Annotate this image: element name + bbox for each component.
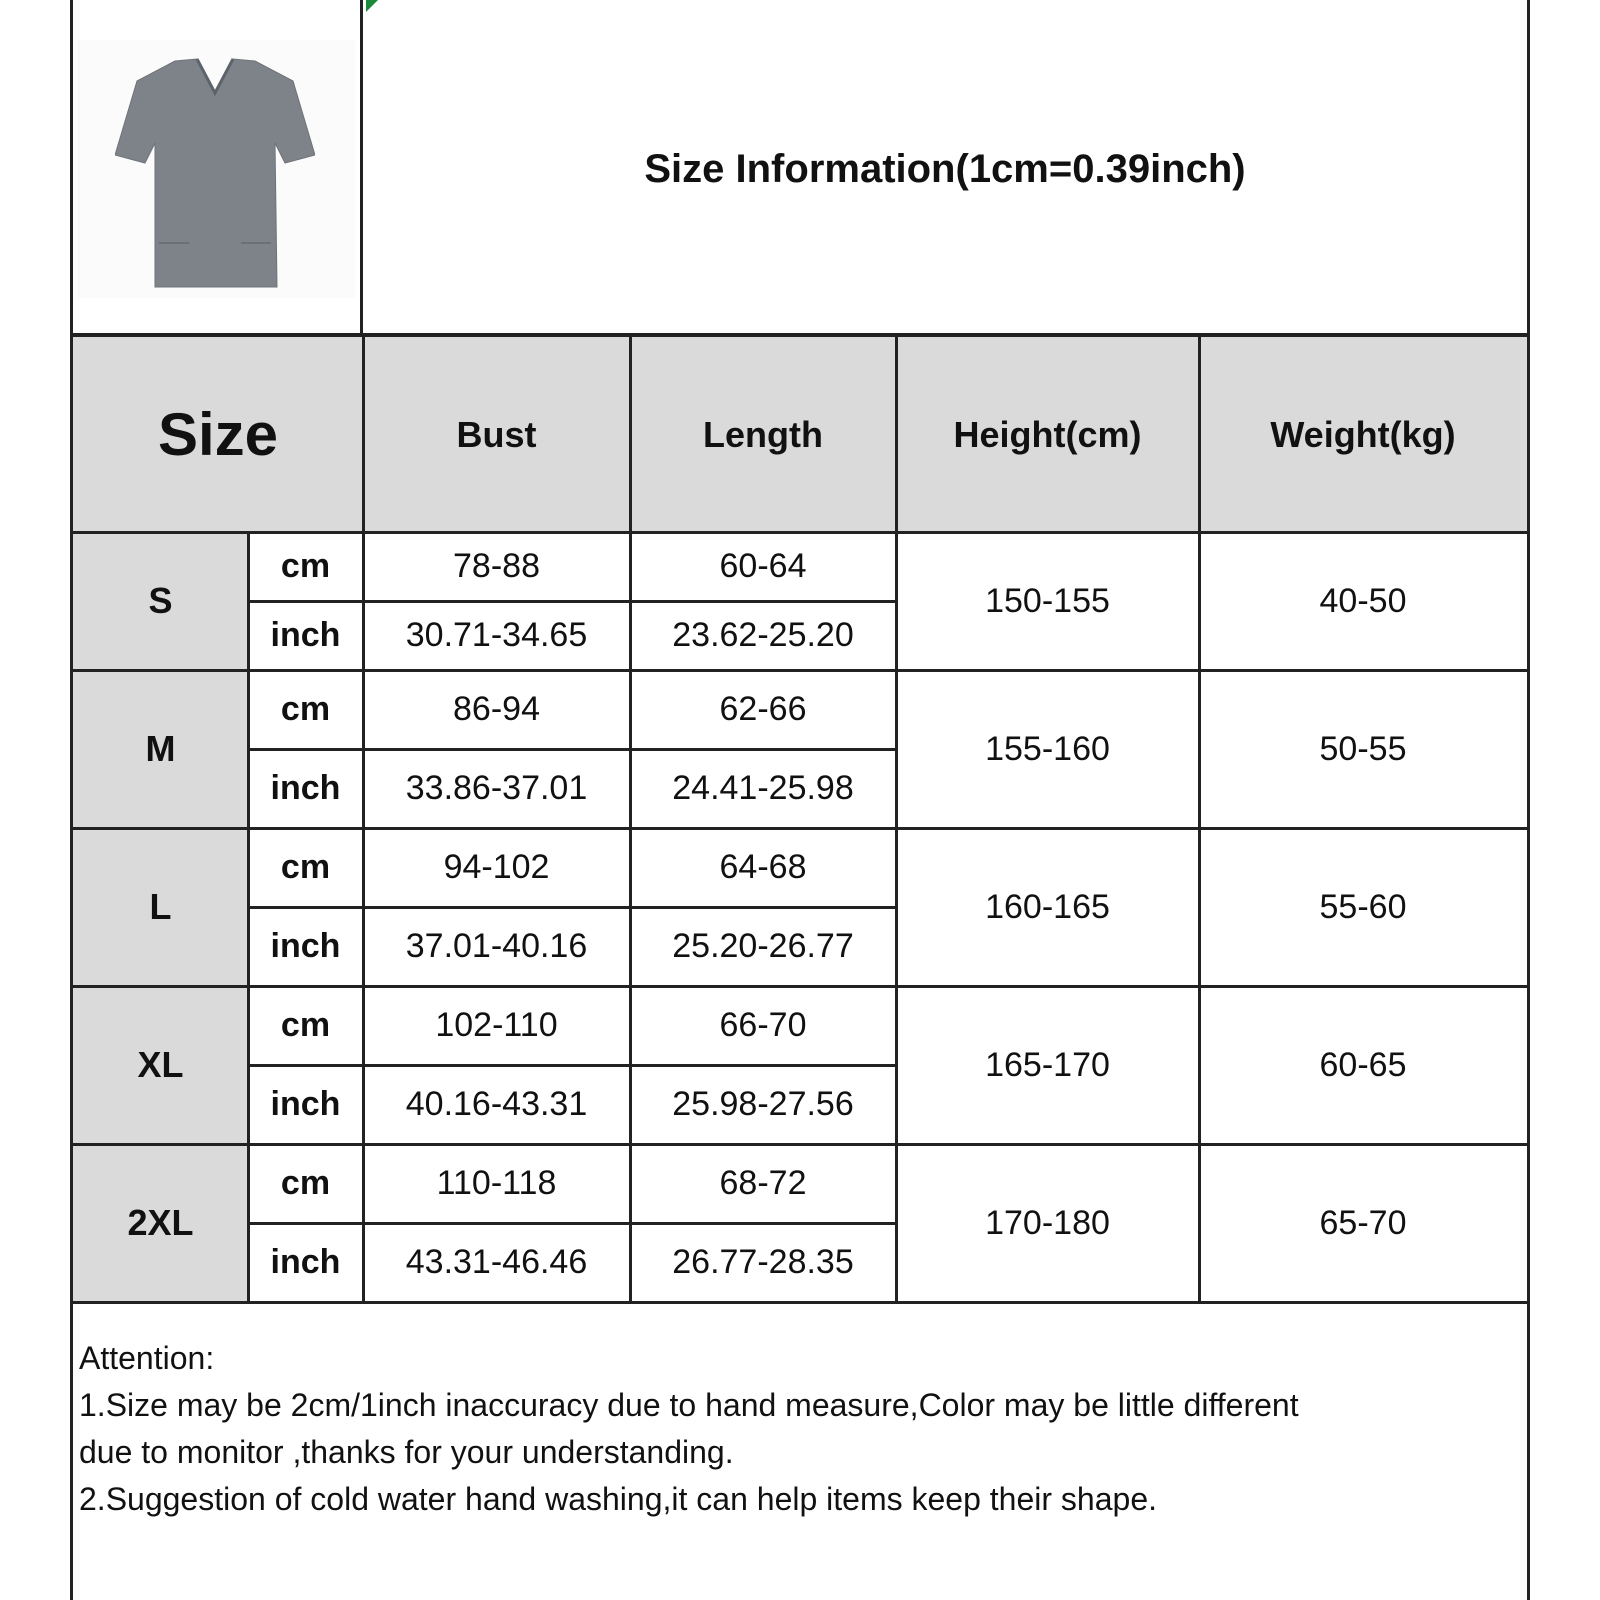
length-inch-value: 26.77-28.35 [630, 1223, 896, 1302]
length-inch-value: 25.98-27.56 [630, 1065, 896, 1144]
length-cm-value: 68-72 [630, 1144, 896, 1223]
column-divider [247, 532, 250, 1302]
bust-cm-value: 110-118 [363, 1144, 630, 1223]
height-value: 155-160 [896, 670, 1199, 828]
length-cm-value: 66-70 [630, 986, 896, 1065]
unit-inch-label: inch [248, 1065, 363, 1144]
product-image [73, 0, 363, 333]
height-value: 150-155 [896, 532, 1199, 670]
bust-cm-value: 102-110 [363, 986, 630, 1065]
size-label: 2XL [73, 1144, 248, 1302]
unit-inch-label: inch [248, 601, 363, 670]
weight-value: 55-60 [1199, 828, 1527, 986]
unit-inch-label: inch [248, 1223, 363, 1302]
weight-value: 65-70 [1199, 1144, 1527, 1302]
notes-line-3: 2.Suggestion of cold water hand washing,it can help items keep their shape. [79, 1481, 1157, 1517]
unit-inch-label: inch [248, 749, 363, 828]
notes-heading: Attention: [79, 1340, 215, 1376]
bust-cm-value: 94-102 [363, 828, 630, 907]
chart-title-cell [363, 0, 1527, 333]
column-divider [1198, 337, 1201, 1302]
weight-value: 40-50 [1199, 532, 1527, 670]
chart-title: Size Information(1cm=0.39inch) [644, 147, 1246, 191]
height-value: 170-180 [896, 1144, 1199, 1302]
bust-cm-value: 86-94 [363, 670, 630, 749]
bust-inch-value: 43.31-46.46 [363, 1223, 630, 1302]
weight-value: 50-55 [1199, 670, 1527, 828]
unit-cm-label: cm [248, 828, 363, 907]
unit-cm-label: cm [248, 532, 363, 601]
column-divider [629, 337, 632, 1302]
length-cm-value: 64-68 [630, 828, 896, 907]
row-divider [73, 1143, 1527, 1146]
height-value: 165-170 [896, 986, 1199, 1144]
column-divider [362, 337, 365, 1302]
sub-row-divider [248, 600, 896, 603]
notes-line-1: 1.Size may be 2cm/1inch inaccuracy due to hand measure,Color may be little different [79, 1387, 1299, 1423]
column-header-length: Length [630, 337, 896, 532]
length-cm-value: 62-66 [630, 670, 896, 749]
size-label: L [73, 828, 248, 986]
bust-inch-value: 30.71-34.65 [363, 601, 630, 670]
length-inch-value: 25.20-26.77 [630, 907, 896, 986]
height-value: 160-165 [896, 828, 1199, 986]
column-divider [895, 337, 898, 1302]
attention-notes [79, 1335, 1519, 1523]
size-label: XL [73, 986, 248, 1144]
column-header-bust: Bust [363, 337, 630, 532]
row-divider [73, 1301, 1527, 1304]
bust-inch-value: 33.86-37.01 [363, 749, 630, 828]
size-label: M [73, 670, 248, 828]
sub-row-divider [248, 1222, 896, 1225]
unit-inch-label: inch [248, 907, 363, 986]
row-divider [73, 531, 1527, 534]
bust-inch-value: 40.16-43.31 [363, 1065, 630, 1144]
size-chart [70, 0, 1530, 1600]
bust-cm-value: 78-88 [363, 532, 630, 601]
column-header-height: Height(cm) [896, 337, 1199, 532]
row-divider [73, 985, 1527, 988]
row-divider [73, 669, 1527, 672]
size-header: Size [73, 337, 363, 532]
length-inch-value: 24.41-25.98 [630, 749, 896, 828]
weight-value: 60-65 [1199, 986, 1527, 1144]
row-divider [73, 827, 1527, 830]
bust-inch-value: 37.01-40.16 [363, 907, 630, 986]
size-label: S [73, 532, 248, 670]
sub-row-divider [248, 906, 896, 909]
unit-cm-label: cm [248, 986, 363, 1065]
notes-line-2: due to monitor ,thanks for your understanding. [79, 1434, 734, 1470]
v-neck-scrub-top-icon [115, 55, 315, 295]
unit-cm-label: cm [248, 1144, 363, 1223]
length-cm-value: 60-64 [630, 532, 896, 601]
column-header-weight: Weight(kg) [1199, 337, 1527, 532]
length-inch-value: 23.62-25.20 [630, 601, 896, 670]
sub-row-divider [248, 1064, 896, 1067]
sub-row-divider [248, 748, 896, 751]
unit-cm-label: cm [248, 670, 363, 749]
